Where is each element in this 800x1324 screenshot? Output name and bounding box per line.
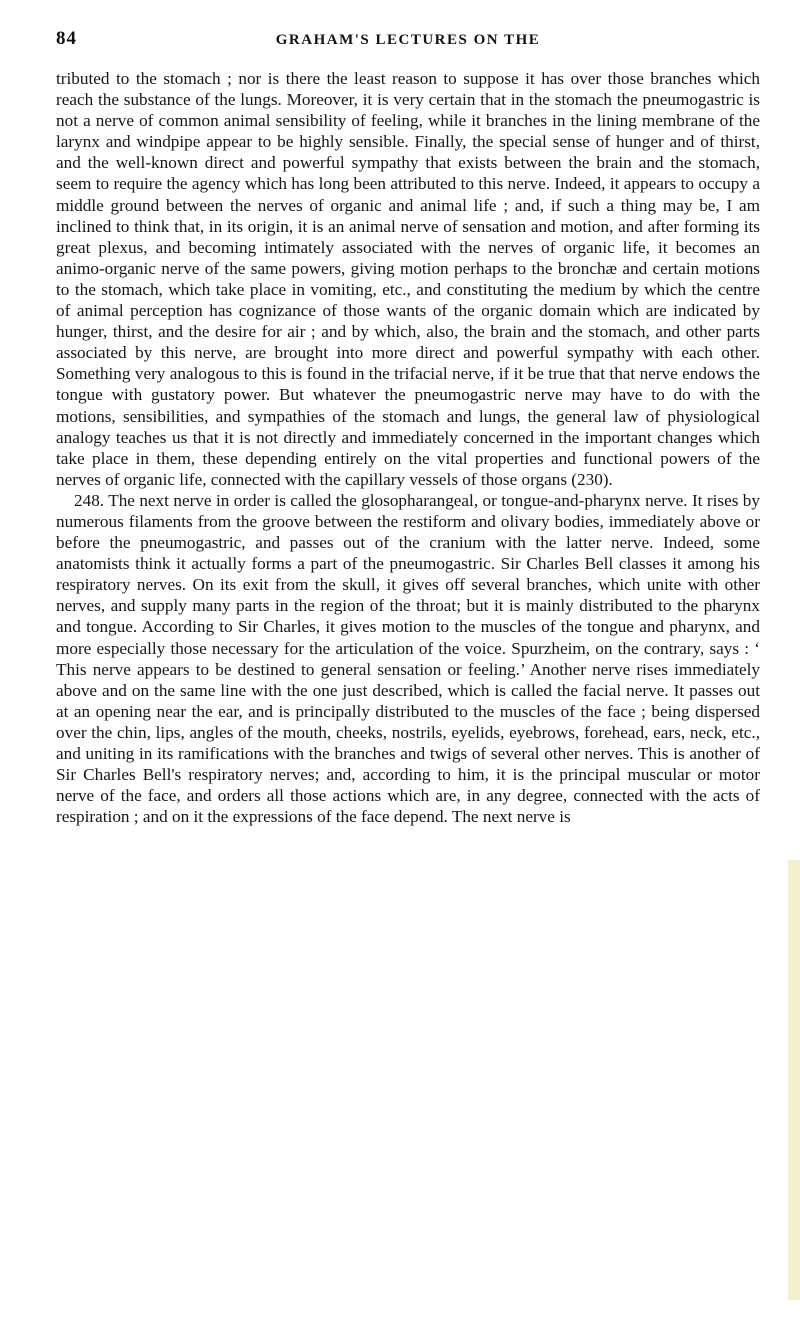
page-edge-stain	[788, 860, 800, 1300]
page-number: 84	[56, 28, 77, 49]
running-head	[56, 28, 760, 68]
paragraph-continuation: tributed to the stomach ; nor is there the least reason to suppose it has over those branches which reach the substance of the lungs. Moreover, it is very certain that in the stomach the pneumogastric is not a nerve of common animal sensibility of feeling, while it branches in the lining membrane of the larynx and windpipe appear to be highly sensible. Finally, the special sense of hunger and of thirst, and the well-known direct and powerful sympathy that exists between the brain and the stomach, seem to require the agency which has long been attributed to this nerve. Indeed, it appears to occupy a middle ground between the nerves of organic and animal life ; and, if such a thing may be, I am inclined to think that, in its origin, it is an animal nerve of sensation and motion, and after forming its great plexus, and becoming intimately associated with the nerves of organic life, it becomes an animo-organic nerve of the same powers, giving motion perhaps to the bronchæ and certain motions to the stomach, which take place in vomiting, etc., and constituting the medium by which the centre of animal perception has cognizance of those wants of the organic domain which are indicated by hunger, thirst, and the desire for air ; and by which, also, the brain and the stomach, and other parts associated by this nerve, are brought into more direct and powerful sympathy with each other. Something very analogous to this is found in the trifacial nerve, if it be true that that nerve endows the tongue with gustatory power. But whatever the pneumogastric nerve may have to do with the motions, sensibilities, and sympathies of the stomach and lungs, the general law of physiological analogy teaches us that it is not directly and immediately concerned in the important changes which take place in them, these depending entirely on the vital properties and functional powers of the nerves of organic life, connected with the capillary vessels of those organs (230).	[56, 69, 760, 489]
running-title: GRAHAM'S LECTURES ON THE	[275, 32, 541, 48]
body-text	[56, 68, 760, 827]
paragraph-248: 248. The next nerve in order is called the glosopharangeal, or tongue-and-pharynx nerve. It rises by numerous filaments from the groove between the restiform and olivary bodies, immediately above or before the pneumogastric, and passes out of the cranium with the latter nerve. Indeed, some anatomists think it actually forms a part of the pneumogastric. Sir Charles Bell classes it among his respiratory nerves. On its exit from the skull, it gives off several branches, which unite with other nerves, and supply many parts in the region of the throat; but it is mainly distributed to the pharynx and tongue. According to Sir Charles, it gives motion to the muscles of the tongue and pharynx, and more especially those necessary for the articulation of the voice. Spurzheim, on the contrary, says : ‘ This nerve appears to be destined to general sensation or feeling.’ Another nerve rises immediately above and on the same line with the one just described, which is called the facial nerve. It passes out at an opening near the ear, and is principally distributed to the muscles of the face ; being dispersed over the chin, lips, angles of the mouth, cheeks, nostrils, eyelids, eyebrows, forehead, ears, neck, etc., and uniting in its ramifications with the branches and twigs of several other nerves. This is another of Sir Charles Bell's respiratory nerves; and, according to him, it is the principal muscular or motor nerve of the face, and orders all those actions which are, in any degree, connected with the acts of respiration ; and on it the expressions of the face depend. The next nerve is	[56, 490, 760, 827]
